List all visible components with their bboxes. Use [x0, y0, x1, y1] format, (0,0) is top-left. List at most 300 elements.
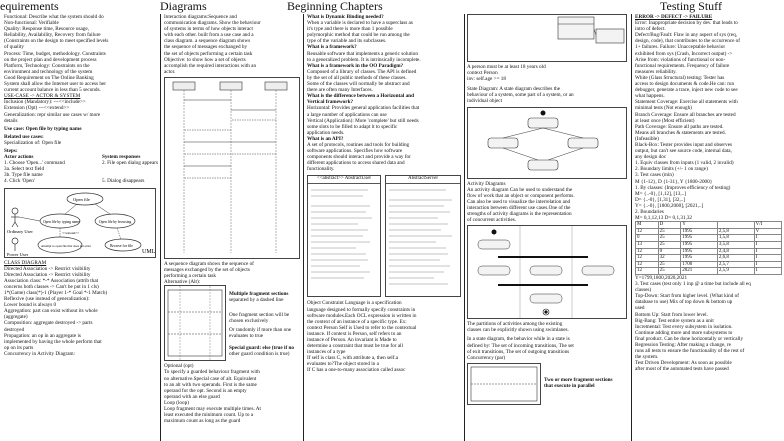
text-line: Vertical (Application): More 'complete' but still needs	[307, 117, 419, 124]
text-line: maximum count as long as the guard	[164, 418, 241, 425]
text-line: Test Driven Development: As soon as possible	[635, 360, 732, 367]
table-cell: 1995	[681, 241, 718, 248]
test-case-table	[635, 221, 782, 275]
text-line: with each other. built from a use case and a	[164, 32, 254, 39]
par-fragment-diagram	[467, 363, 541, 405]
text-line: polymorphic method that could be run among the	[307, 32, 410, 39]
ordinary-user-label: Ordinary User	[7, 228, 33, 234]
steps-title: Steps:	[4, 147, 18, 154]
usecase-title: USE-CASE -> ACTOR & SYSTEM	[4, 93, 81, 100]
text-line: op on its parts	[4, 344, 34, 351]
text-line: instances of a type	[307, 349, 346, 356]
text-line: type of the variable and its subclasses.	[307, 38, 387, 45]
abstract-server-lines	[386, 184, 460, 294]
text-line: (Constraints on the design to meet specified levels	[4, 38, 109, 45]
text-line: System shall allow the Internet user to access her	[4, 81, 106, 88]
include-line	[117, 228, 121, 239]
text-line: D= {..-0}, [1,31], [32,..]	[635, 196, 686, 203]
text-line: debugger, generate a trace, inject new code to see	[635, 87, 738, 94]
system-column	[102, 154, 158, 184]
testing-after-text	[635, 275, 782, 373]
fragment-frame	[168, 290, 222, 356]
table-cell: 2,5,8	[717, 228, 754, 235]
special-guard: Special guard: else (true if no	[229, 344, 294, 351]
text-line: 3. Test cases (min)	[635, 172, 674, 179]
text-line: of concurrent activities.	[467, 217, 517, 224]
activity-node	[530, 266, 562, 275]
text-line: Vertical framework?	[307, 99, 354, 106]
text-line: output, but can't see source code, internal data,	[635, 148, 732, 155]
activity-diagram-svg	[468, 226, 626, 318]
sequence-diagram-svg	[165, 78, 299, 258]
alt-notes	[229, 285, 301, 361]
table-cell: 1995	[681, 235, 718, 242]
text-line: Association class: *-* Association (attrib that	[4, 277, 99, 284]
specialization: Specialization of: Open file	[4, 139, 62, 146]
text-line: M {1-12}, D {1-31}, Y {1800-2000}	[635, 178, 713, 185]
actor-head	[12, 238, 18, 244]
text-line: access to design documents & code.He can: run	[635, 81, 735, 88]
text-line: A set of protocols, routines and tools for building	[307, 141, 410, 148]
browse-label: Browse for file	[110, 243, 133, 248]
text-line: Non-functional: Verifiable	[4, 20, 59, 27]
step-1: 1. Choose 'Open...' command	[4, 160, 65, 167]
actor-actions: Actor actions	[4, 154, 34, 161]
text-line: 1*(Game) class(*)-1 (Player 1-* Goal *-1 Match)	[4, 290, 108, 296]
text-line: When a variable is declared to have a superclass as	[307, 20, 413, 27]
state-node	[528, 118, 558, 128]
table-cell: 2,5,9	[717, 268, 754, 275]
abstract-server-class	[385, 175, 461, 297]
text-line: M= 0,1,12,13 D= 0,1,31,32	[635, 215, 693, 222]
state-node	[568, 138, 598, 148]
text-line: To specify a guarded behaviour fragment with	[164, 369, 260, 376]
person-invariant: inv: self.age >= 18	[467, 76, 506, 83]
testing-text	[635, 20, 782, 221]
text-line: Means all branches & statements are tested.	[635, 129, 726, 136]
text-line: minimal tests (Not enough)	[635, 105, 692, 112]
text-line: communication diagrams. Show the behaviour	[164, 20, 261, 27]
open-file-label: Open file	[73, 196, 90, 202]
text-line: Alternative (Alt):	[164, 279, 201, 286]
abstract-user-class	[307, 175, 381, 297]
text-line: a large number of applications can use	[307, 111, 387, 118]
text-line: operand for the opt. Second is an empty	[164, 387, 247, 394]
text-line: Incremental: Test every subsystem in isolation.	[635, 323, 733, 330]
table-row	[636, 241, 782, 248]
column-beginning-chapters	[307, 14, 462, 441]
separator	[464, 14, 465, 441]
actor-leg	[12, 222, 15, 227]
step-2: 2. File open dialog appears	[101, 160, 158, 167]
text-line: runs all tests to ensure the functionality of the rest of	[635, 348, 745, 355]
text-line: to a generalized problem. It is intrinsically incomplete.	[307, 56, 421, 63]
text-line: A sequence diagram shows the sequence of	[164, 260, 254, 267]
table-cell: 25	[658, 241, 681, 248]
activity-node	[530, 294, 562, 303]
text-line: Optional (opt)	[164, 363, 194, 370]
lifeline-box	[220, 82, 242, 90]
table-cell: 3,5,8	[717, 241, 754, 248]
text-line: Composition: aggregate destroyed -> parts	[4, 320, 93, 327]
text-line: Propagation: an op in an aggregate is	[4, 332, 81, 339]
class-box	[558, 17, 594, 39]
text-line: it's type and there is more than 1 possible	[307, 26, 393, 33]
text-line: of quality	[4, 44, 25, 51]
text-line: final product. Can be done horizontally or vertically	[635, 335, 744, 342]
text-line: An activity diagram Can be used to understand the	[467, 186, 573, 193]
class-diagram-title: CLASS DIAGRAM	[4, 259, 47, 266]
table-row	[636, 235, 782, 242]
text-line: (aggregate)	[4, 314, 28, 321]
text-line: Object Constraint Language is a specification	[307, 300, 402, 307]
text-line: what happens.	[635, 93, 665, 100]
table-header-cell: Y	[681, 222, 718, 229]
column-state-activity	[467, 14, 629, 441]
text-line: flow of work that an object or component performs.	[467, 192, 575, 199]
table-row	[636, 228, 782, 235]
open-by-browse-label: Open file by browsing	[99, 219, 132, 224]
class-box	[596, 29, 624, 43]
text-line: components should interact and provide a way for	[307, 154, 411, 161]
text-line: performing a certain task	[164, 273, 216, 280]
text-line: Loop (loop)	[164, 399, 189, 406]
text-line: In a state diagram, the behavior while in a state is	[467, 336, 570, 343]
abstract-server-title: AbstractServer	[386, 176, 460, 183]
text-line: Bottom Up: Start from lower level.	[635, 311, 708, 318]
alt-fragment-svg	[165, 286, 225, 360]
text-line: functionality.	[307, 166, 335, 173]
table-cell: 25	[658, 268, 681, 275]
text-line: Good Requirement on The Online Banking	[4, 74, 94, 81]
system-responses: System responses	[101, 154, 141, 161]
actor-head	[12, 208, 18, 214]
text-line: the sequence of messages exchanged by	[164, 44, 248, 51]
par-notes	[544, 363, 613, 405]
special-guard-2: other guard condition is true)	[229, 350, 290, 357]
text-line: defined by: The set of incoming transitions, The set	[467, 342, 574, 349]
text-line: behaviour of a system, some part of a system, or an	[467, 92, 574, 99]
text-line: 1+ failures. Failure: Unacceptable behavior	[635, 44, 726, 51]
step-5: 5. Dialog disappears	[101, 178, 145, 185]
text-line: Path Coverage: Ensure all paths are tested.	[635, 123, 724, 130]
text-line: individual object	[467, 98, 503, 105]
multi-frag: Multiple fragment sections	[229, 291, 289, 298]
text-line: class diagram. a sequence diagram shows	[164, 38, 251, 45]
header-diagrams: Diagrams	[160, 0, 207, 13]
text-line: What is a framework in the OO Paradigm?	[307, 62, 404, 69]
text-line: Process: Time, budget, methodology. Constraints	[4, 50, 106, 57]
text-line: instance. If context is Person, self refers to an	[307, 330, 402, 337]
step-4: 4. Click 'Open'	[4, 178, 35, 185]
text-line: after most of the automated tests have passed	[635, 366, 729, 373]
text-line: operand with an else guard	[164, 393, 220, 400]
activity-node	[478, 240, 510, 249]
text-line: some slots to be filled to adapt it to specific	[307, 123, 398, 130]
table-cell: I	[754, 261, 781, 268]
table-header-cell: V/I	[754, 222, 781, 229]
text-line: Statement Coverage: Exercise all statements with	[635, 99, 738, 106]
table-cell: 2,5,7	[717, 261, 754, 268]
text-line: used	[635, 305, 645, 312]
fork-bar	[498, 256, 588, 258]
table-cell: I	[754, 248, 781, 255]
text-line: at least once (Most efficient)	[635, 117, 695, 124]
text-line: 2. Boundaries	[635, 209, 664, 215]
text-line: Aggregation: part can exist without its whole	[4, 308, 98, 315]
table-cell: 13	[636, 241, 659, 248]
table-cell: 12	[636, 261, 659, 268]
state-diagram-svg	[468, 108, 626, 178]
text-line: to an alt with two operands. First is the same	[164, 381, 257, 388]
text-line: Loop fragment may execute multiple times. At	[164, 405, 261, 412]
text-line: application needs.	[307, 129, 345, 136]
class-diagram-text	[4, 266, 158, 357]
header-requirements: equirements	[0, 0, 59, 13]
table-cell: 0	[658, 248, 681, 255]
text-line: design, code), that contributes to the occurrence of	[635, 38, 741, 45]
text-line: What is the difference between a Horizontal and	[307, 93, 414, 100]
text-line: instance of Person. An invariant is Made to	[307, 337, 397, 343]
table-cell: 1,5,8	[717, 235, 754, 242]
text-line: Reusable software that implements a generic solution	[307, 50, 418, 57]
usecase-text	[4, 99, 158, 123]
text-line: (Infeasible)	[635, 135, 659, 142]
text-line: concerns both classes -> Can't be put in 1 cls)	[4, 283, 99, 290]
usecase-diagram-svg	[5, 189, 155, 257]
table-cell: 25	[658, 235, 681, 242]
state-node	[528, 160, 558, 170]
text-line: intro of defect.	[635, 26, 666, 33]
alt-fragment-diagram	[164, 285, 226, 361]
text-line: Composed of a library of classes. The API is defined	[307, 68, 417, 75]
activity-node	[582, 266, 614, 275]
table-row	[636, 248, 782, 255]
two-or-more: Two or more fragment sections	[544, 376, 613, 383]
generalization-line	[95, 204, 110, 214]
text-line: Platform, Technology: Constraints on the	[4, 62, 90, 69]
text-line: the set of objects performing a certain task	[164, 50, 253, 57]
text-line: What is Dynamic Binding needed?	[307, 14, 384, 20]
text-line: classes)	[635, 287, 652, 294]
text-line: Generalization: repr similar use cases w/ more	[4, 111, 101, 118]
text-line: Can also be used to visualize the interrelation and	[467, 198, 571, 205]
table-cell: 2021	[681, 268, 718, 275]
text-line: different applications to access shared data and	[307, 160, 405, 167]
table-cell: 1995	[681, 228, 718, 235]
initial-node	[492, 230, 497, 235]
table-cell: 2,4,8	[717, 248, 754, 255]
framework-class-diagrams	[307, 175, 462, 297]
table-header-row	[636, 222, 782, 229]
text-line: Inclusion (Mandatory): ---<<include>>	[4, 99, 86, 106]
text-line: exhibited from sys (Crash, Incorrect output) ->	[635, 50, 733, 57]
text-line: Directed Association -> Restrict visibility	[4, 271, 91, 278]
actor-column	[4, 154, 65, 184]
text-line: strengths of activity diagrams is the representation	[467, 211, 572, 218]
text-line: Interaction diagrams:Sequence and	[164, 14, 237, 20]
text-line: Objective: to show how a set of objects	[164, 56, 246, 63]
text-line: destroyed	[4, 326, 25, 333]
table-row	[636, 255, 782, 262]
multi-frag-2: separated by a dashed line	[229, 297, 284, 304]
text-line: the context of an instance of a specific type. Ex:	[307, 318, 407, 325]
or-random: Or randomly if more than one	[229, 326, 292, 333]
transition-text	[467, 336, 629, 360]
final-node-inner	[544, 311, 547, 314]
column-requirements	[4, 14, 158, 441]
text-line: current account balance in less than 5 seconds.	[4, 87, 101, 94]
association-line	[19, 217, 40, 221]
text-line: interaction between different use cases.One of the	[467, 204, 571, 211]
text-line: M= {..-0}, [1,12], [13,..]	[635, 190, 686, 197]
opt-loop-text	[164, 363, 301, 424]
uml-label: UML	[142, 248, 155, 255]
text-line: Lower bound is always 0	[4, 302, 57, 309]
separator	[303, 14, 304, 441]
partitions-caption: The partitions of activities among the existing	[467, 321, 563, 328]
table-cell: 2,6,8	[717, 255, 754, 262]
text-line: Top-Down: Start from higher level. (What kind of	[635, 293, 739, 300]
text-line: on the project plan and development process	[4, 56, 97, 63]
text-line: Branch Coverage: Ensure all branches are tested	[635, 111, 736, 118]
alt-section	[164, 285, 301, 361]
join-bar	[498, 284, 588, 286]
text-line: software modules.Each OCL expression is written in	[307, 312, 417, 319]
text-line: Directed Association -> Restrict visibility	[4, 265, 91, 272]
text-line: environment and technology of the system	[4, 68, 93, 75]
extend-label: <<extend>>	[62, 230, 80, 235]
text-line: functional requirements. Frequency of failure	[635, 62, 730, 69]
table-cell: I	[754, 241, 781, 248]
text-line: Y=1799,1800,2020,2021	[635, 274, 688, 281]
text-line: Quality: Response time, Resource usage,	[4, 26, 89, 33]
person-constraint: A person must be at least 18 years old	[467, 64, 546, 70]
state-diagram	[467, 107, 627, 179]
one-frag: One fragment section will be	[229, 311, 290, 318]
text-line: any design doc	[635, 154, 667, 161]
two-or-more-2: that execute in parallel	[544, 382, 595, 389]
table-cell: 12	[636, 228, 659, 235]
text-line: Defect/Bug/Fault: Flaw in any aspect of sys (req,	[635, 32, 737, 39]
separator	[631, 14, 632, 441]
text-line: Big-Bang: Test entire system as a unit	[635, 317, 714, 324]
text-line: Extension (Opt) ---<<extend>>	[4, 105, 70, 112]
table-cell: 32	[658, 255, 681, 262]
table-cell: 1995	[681, 248, 718, 255]
error-defect-title: ERROR -> DEFECT -> FAILURE	[635, 14, 713, 20]
lifeline-box	[265, 82, 287, 90]
text-line: Regression Testing: After making a change, re	[635, 341, 731, 348]
text-line: accomplish the required interactions with an	[164, 62, 257, 69]
text-line: the system.	[635, 354, 659, 361]
step-3b: 3b. Type file name	[4, 172, 43, 179]
table-header-cell: D	[658, 222, 681, 229]
text-line: If C has a one-to-many association called assoc	[307, 367, 406, 374]
activity-diagram	[467, 225, 627, 319]
table-cell: I	[754, 268, 781, 275]
uml-class-box-diagram	[467, 14, 627, 62]
table-cell: 25	[658, 228, 681, 235]
header-testing-stuff: Testing Stuff	[660, 0, 722, 13]
related-cases: Related use cases:	[4, 133, 44, 140]
text-line: Arise from: violations of functional or non-	[635, 56, 726, 63]
text-line: evaluates to?The object stored in a	[307, 361, 379, 368]
sequence-diagram	[164, 77, 300, 259]
text-line: of exit transitions, The set of outgoing transitions	[467, 348, 570, 355]
text-line: of systems in terms of how objects interact	[164, 26, 253, 33]
sequence-text	[164, 261, 301, 285]
open-by-name-label: Open file by typing name	[43, 219, 80, 224]
power-user-label: Power User	[7, 251, 29, 257]
steps-table	[4, 154, 158, 184]
lifeline-box	[173, 82, 195, 90]
text-line: measures reliability.	[635, 68, 677, 75]
text-line: Horizontal: Provides general application facilities that	[307, 105, 420, 112]
text-line: messages exchanged by the set of objects	[164, 267, 250, 274]
table-body	[636, 228, 782, 274]
text-line: If self is class C, with attribute a, then self.a	[307, 355, 399, 362]
text-line: Activity Diagrams	[467, 180, 506, 187]
text-line: Reliability, Availability, Recovery from failure	[4, 32, 101, 39]
text-line: Error: Inappropriate decision by dev. that leads to	[635, 20, 738, 27]
text-line: White (Glass Structural) testing: Tester has	[635, 74, 725, 81]
text-line: What is an API?	[307, 135, 344, 142]
activity-node	[478, 266, 510, 275]
text-line: 1. Equiv classes from inputs (1 valid, 2 invalid)	[635, 160, 734, 167]
text-line: database to use) Mix of top down & bottom up	[635, 299, 733, 306]
text-line: Reflexive (use instead of generalization):	[4, 296, 90, 303]
transition	[503, 128, 543, 138]
framework-text	[307, 14, 462, 172]
abstract-user-lines	[308, 184, 380, 294]
state-node	[488, 138, 518, 148]
text-line: details	[4, 117, 18, 124]
transition	[543, 128, 583, 138]
ocl-text	[307, 300, 462, 373]
text-line: Y= {..-0}, [1800,2000], [2021,..]	[635, 202, 704, 209]
text-line: Concurrency in Activity Diagram:	[4, 350, 76, 357]
text-line: there are often many Interfaces.	[307, 87, 373, 94]
table-cell: 12	[636, 268, 659, 275]
table-cell: I	[754, 255, 781, 262]
table-cell: 1700	[681, 261, 718, 268]
person-context: context Person	[467, 70, 498, 77]
or-random-2: evaluates to true	[229, 332, 263, 339]
column-diagrams	[164, 14, 301, 441]
table-header-cell	[717, 222, 754, 229]
text-line: Concurrency (par)	[467, 354, 506, 361]
par-section	[467, 363, 629, 405]
table-cell: 0	[636, 235, 659, 242]
table-cell: I	[754, 235, 781, 242]
header-beginning-chapters: Beginning Chapters	[287, 0, 383, 13]
usecase-caption: Use case: Open file by typing name	[4, 125, 82, 132]
text-line: Functional: Describe what the system should do	[4, 14, 104, 20]
partitions-caption-2: classes can be explicitly shown using swimlanes.	[467, 327, 569, 334]
table-row	[636, 261, 782, 268]
actor-leg	[15, 222, 18, 227]
text-line: 2. Boundary limits (+/- 1 on range)	[635, 166, 708, 173]
table-cell: 12	[636, 248, 659, 255]
table-row	[636, 268, 782, 275]
table-cell: 1995	[681, 255, 718, 262]
text-line: Continue adding more and more subsystems to	[635, 329, 733, 336]
transition	[503, 148, 538, 160]
text-line: context Person Self is Used to refer to the contextual	[307, 324, 417, 331]
table-cell: 25	[658, 261, 681, 268]
table-header-cell: M	[636, 222, 659, 229]
